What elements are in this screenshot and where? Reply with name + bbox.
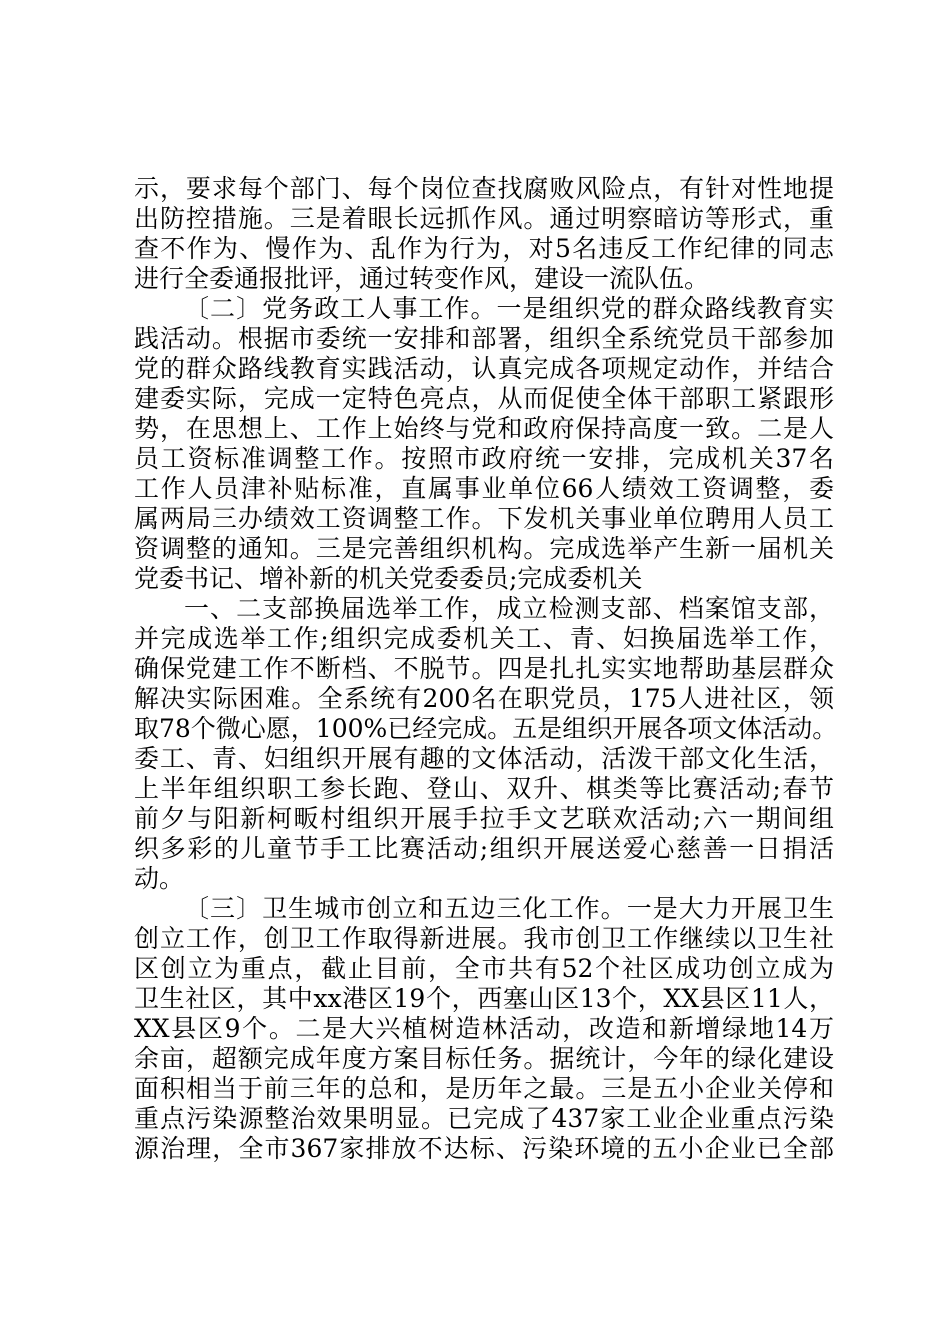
text-line: 出防控措施。三是着眼长远抓作风。通过明察暗访等形式，重: [134, 204, 834, 233]
text-line: 区创立为重点，截止目前，全市共有52个社区成功创立成为: [134, 954, 834, 983]
text-line: 践活动。根据市委统一安排和部署，组织全系统党员干部参加: [134, 324, 834, 353]
text-line: 工作人员津补贴标准，直属事业单位66人绩效工资调整，委: [134, 474, 834, 503]
text-line: 前夕与阳新柯畈村组织开展手拉手文艺联欢活动;六一期间组: [134, 804, 834, 833]
text-line: 属两局三办绩效工资调整工作。下发机关事业单位聘用人员工: [134, 504, 834, 533]
text-line: 源治理，全市367家排放不达标、污染环境的五小企业已全部: [134, 1134, 834, 1163]
text-line: 创立工作，创卫工作取得新进展。我市创卫工作继续以卫生社: [134, 924, 834, 953]
body-text: [134, 174, 838, 1164]
text-line: 资调整的通知。三是完善组织机构。完成选举产生新一届机关: [134, 534, 834, 563]
text-line: 建委实际，完成一定特色亮点，从而促使全体干部职工紧跟形: [134, 384, 834, 413]
text-line: 查不作为、慢作为、乱作为行为，对5名违反工作纪律的同志: [134, 234, 834, 263]
text-line: XX县区9个。二是大兴植树造林活动，改造和新增绿地14万: [134, 1014, 834, 1043]
text-line: 一、二支部换届选举工作，成立检测支部、档案馆支部，: [184, 594, 834, 623]
text-line: 确保党建工作不断档、不脱节。四是扎扎实实地帮助基层群众: [134, 654, 834, 683]
text-line: 卫生社区，其中xx港区19个，西塞山区13个，XX县区11人，: [134, 984, 834, 1013]
text-line: 面积相当于前三年的总和，是历年之最。三是五小企业关停和: [134, 1074, 834, 1103]
text-line: 解决实际困难。全系统有200名在职党员，175人进社区，领: [134, 684, 834, 713]
text-line: 示，要求每个部门、每个岗位查找腐败风险点，有针对性地提: [134, 174, 834, 203]
text-line: 〔三〕卫生城市创立和五边三化工作。一是大力开展卫生: [184, 894, 834, 923]
text-line: 委工、青、妇组织开展有趣的文体活动，活泼干部文化生活，: [134, 744, 834, 773]
text-line: 并完成选举工作;组织完成委机关工、青、妇换届选举工作，: [134, 624, 834, 653]
text-line: 势，在思想上、工作上始终与党和政府保持高度一致。二是人: [134, 414, 834, 443]
text-line: 余亩，超额完成年度方案目标任务。据统计，今年的绿化建设: [134, 1044, 834, 1073]
text-line: 党的群众路线教育实践活动，认真完成各项规定动作，并结合: [134, 354, 834, 383]
text-line: 员工资标准调整工作。按照市政府统一安排，完成机关37名: [134, 444, 834, 473]
text-line: 〔二〕党务政工人事工作。一是组织党的群众路线教育实: [184, 294, 834, 323]
text-line: 进行全委通报批评，通过转变作风，建设一流队伍。: [134, 264, 710, 293]
text-line: 动。: [134, 864, 185, 893]
text-line: 织多彩的儿童节手工比赛活动;组织开展送爱心慈善一日捐活: [134, 834, 834, 863]
text-line: 取78个微心愿，100%已经完成。五是组织开展各项文体活动。: [134, 714, 838, 743]
text-line: 重点污染源整治效果明显。已完成了437家工业企业重点污染: [134, 1104, 834, 1133]
text-line: 上半年组织职工参长跑、登山、双升、棋类等比赛活动;春节: [134, 774, 834, 803]
text-line: 党委书记、增补新的机关党委委员;完成委机关: [134, 564, 643, 593]
